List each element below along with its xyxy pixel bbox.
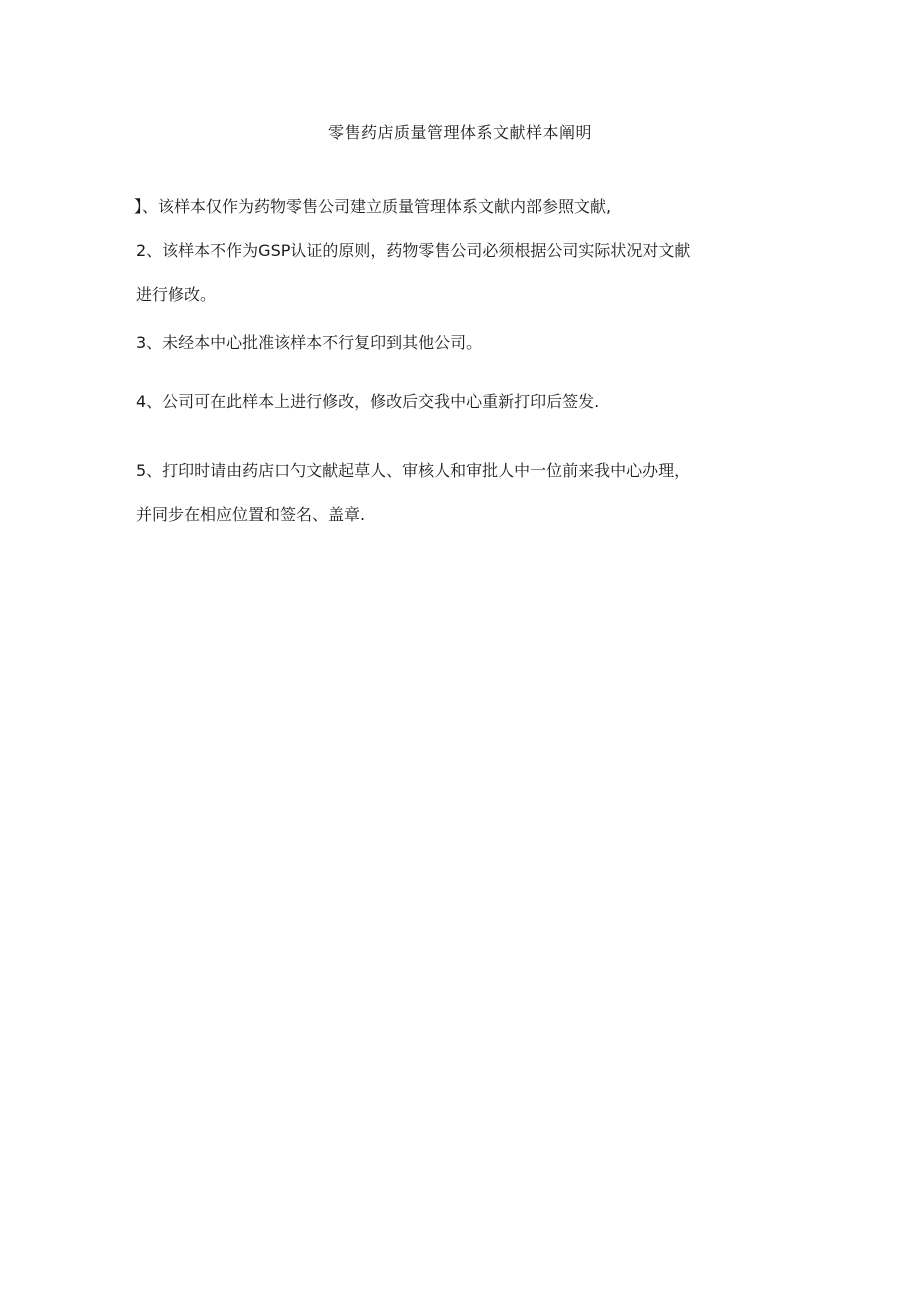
note-item-3: 3、未经本中心批准该样本不行复印到其他公司。 <box>136 333 483 352</box>
note-item-1: 】、该样本仅作为药物零售公司建立质量管理体系文献内部参照文献, <box>134 197 612 216</box>
note-item-4: 4、公司可在此样本上进行修改，修改后交我中心重新打印后签发. <box>136 392 600 411</box>
document-title: 零售药店质量管理体系文献样本阐明 <box>327 123 592 142</box>
note-item-2-line-2: 进行修改。 <box>136 285 217 304</box>
note-item-5-line-2: 并同步在相应位置和签名、盖章. <box>136 505 366 524</box>
note-item-2-line-1: 2、该样本不作为GSP认证的原则，药物零售公司必须根据公司实际状况对文献 <box>136 241 691 260</box>
note-item-5-line-1: 5、打印时请由药店口勺文献起草人、审核人和审批人中一位前来我中心办理， <box>136 461 691 480</box>
